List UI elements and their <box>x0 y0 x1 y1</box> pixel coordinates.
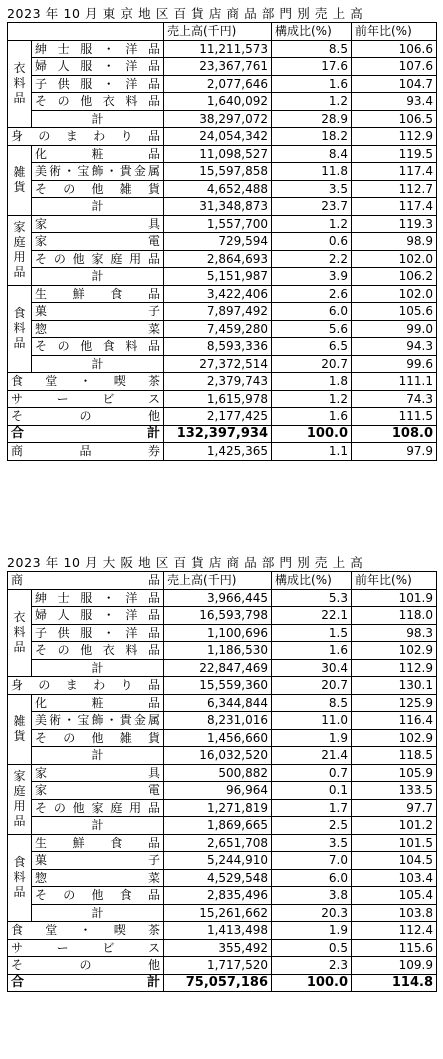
share-cell: 1.6 <box>272 642 352 660</box>
yoy-cell: 106.2 <box>352 268 437 286</box>
tokyo-title: 2023 年 10 月 東 京 地 区 百 貨 店 商 品 部 門 別 売 上 高 <box>7 6 364 21</box>
table-row <box>8 163 437 181</box>
subtotal-row <box>8 110 437 128</box>
item-name: 身のまわり品 <box>8 128 164 146</box>
yoy-cell: 94.3 <box>352 338 437 356</box>
share-cell: 3.5 <box>272 834 352 852</box>
yoy-cell: 133.5 <box>352 782 437 800</box>
table-row <box>8 834 437 852</box>
table-row <box>8 589 437 607</box>
share-cell: 18.2 <box>272 128 352 146</box>
share-cell: 100.0 <box>272 425 352 443</box>
dining-row <box>8 922 437 940</box>
yoy-cell: 99.6 <box>352 355 437 373</box>
dining-row <box>8 373 437 391</box>
other-row <box>8 408 437 426</box>
yoy-cell: 101.9 <box>352 589 437 607</box>
yoy-cell: 105.6 <box>352 303 437 321</box>
category-label: 雑 貨 <box>8 694 32 764</box>
item-name: その他衣料品 <box>32 93 164 111</box>
item-name: その他食品 <box>32 887 164 905</box>
category-label: 家 庭 用 品 <box>8 215 32 285</box>
table-row <box>8 607 437 625</box>
sales-cell: 5,151,987 <box>164 268 272 286</box>
item-name: 惣菜 <box>32 320 164 338</box>
header-row <box>8 572 437 590</box>
share-cell: 2.3 <box>272 957 352 975</box>
yoy-cell: 101.5 <box>352 834 437 852</box>
sales-cell: 11,211,573 <box>164 40 272 58</box>
yoy-cell: 118.5 <box>352 747 437 765</box>
item-name: 美術・宝飾・貴金属 <box>32 163 164 181</box>
sales-cell: 27,372,514 <box>164 355 272 373</box>
item-name: 身のまわり品 <box>8 677 164 695</box>
yoy-cell: 102.9 <box>352 642 437 660</box>
share-cell: 20.7 <box>272 355 352 373</box>
header-yoy: 前年比(%) <box>352 572 437 590</box>
tokyo-sales-table <box>7 22 437 461</box>
subtotal-label: 計 <box>32 110 164 128</box>
item-name: 化粧品 <box>32 694 164 712</box>
item-name: その他家庭用品 <box>32 799 164 817</box>
sales-cell: 16,032,520 <box>164 747 272 765</box>
item-name: 菓子 <box>32 303 164 321</box>
yoy-cell: 112.9 <box>352 659 437 677</box>
header-row <box>8 23 437 41</box>
yoy-cell: 102.9 <box>352 729 437 747</box>
table-row <box>8 250 437 268</box>
sales-cell: 4,529,548 <box>164 869 272 887</box>
sales-cell: 1,186,530 <box>164 642 272 660</box>
category-label: 雑 貨 <box>8 145 32 215</box>
share-cell: 1.2 <box>272 215 352 233</box>
item-name: 子供服・洋品 <box>32 75 164 93</box>
sales-cell: 15,559,360 <box>164 677 272 695</box>
share-cell: 8.5 <box>272 40 352 58</box>
sales-cell: 1,615,978 <box>164 390 272 408</box>
item-name: その他 <box>8 957 164 975</box>
sales-cell: 15,261,662 <box>164 904 272 922</box>
item-name: 子供服・洋品 <box>32 624 164 642</box>
item-name: その他雑貨 <box>32 180 164 198</box>
header-share: 構成比(%) <box>272 572 352 590</box>
subtotal-row <box>8 747 437 765</box>
item-name: その他食料品 <box>32 338 164 356</box>
share-cell: 100.0 <box>272 974 352 992</box>
other-row <box>8 957 437 975</box>
table-row <box>8 338 437 356</box>
share-cell: 1.2 <box>272 93 352 111</box>
sales-cell: 2,379,743 <box>164 373 272 391</box>
table-row <box>8 233 437 251</box>
sales-cell: 31,348,873 <box>164 198 272 216</box>
table-row <box>8 764 437 782</box>
item-name: 生鮮食品 <box>32 834 164 852</box>
share-cell: 7.0 <box>272 852 352 870</box>
share-cell: 1.8 <box>272 373 352 391</box>
yoy-cell: 115.6 <box>352 939 437 957</box>
table-row <box>8 869 437 887</box>
item-name: 家具 <box>32 764 164 782</box>
sales-cell: 132,397,934 <box>164 425 272 443</box>
sales-cell: 500,882 <box>164 764 272 782</box>
sales-cell: 1,413,498 <box>164 922 272 940</box>
sales-cell: 96,964 <box>164 782 272 800</box>
subtotal-row <box>8 817 437 835</box>
share-cell: 8.4 <box>272 145 352 163</box>
share-cell: 21.4 <box>272 747 352 765</box>
item-name: 婦人服・洋品 <box>32 607 164 625</box>
sales-cell: 729,594 <box>164 233 272 251</box>
item-name: 生鮮食品 <box>32 285 164 303</box>
service-row <box>8 939 437 957</box>
item-name: 家電 <box>32 233 164 251</box>
sales-cell: 38,297,072 <box>164 110 272 128</box>
category-label: 衣 料 品 <box>8 589 32 677</box>
yoy-cell: 117.4 <box>352 198 437 216</box>
item-name: 惣菜 <box>32 869 164 887</box>
yoy-cell: 112.4 <box>352 922 437 940</box>
item-name: 家具 <box>32 215 164 233</box>
item-name: 商品券 <box>8 443 164 461</box>
subtotal-row <box>8 904 437 922</box>
table-row <box>8 712 437 730</box>
share-cell: 20.7 <box>272 677 352 695</box>
table-row <box>8 303 437 321</box>
table-row <box>8 642 437 660</box>
share-cell: 1.1 <box>272 443 352 461</box>
table-row <box>8 145 437 163</box>
share-cell: 2.2 <box>272 250 352 268</box>
item-name: サービス <box>8 390 164 408</box>
yoy-cell: 111.5 <box>352 408 437 426</box>
sales-cell: 8,231,016 <box>164 712 272 730</box>
sales-cell: 3,966,445 <box>164 589 272 607</box>
share-cell: 6.0 <box>272 869 352 887</box>
sales-cell: 1,869,665 <box>164 817 272 835</box>
share-cell: 2.6 <box>272 285 352 303</box>
subtotal-row <box>8 659 437 677</box>
share-cell: 1.7 <box>272 799 352 817</box>
share-cell: 11.8 <box>272 163 352 181</box>
share-cell: 23.7 <box>272 198 352 216</box>
sales-cell: 2,077,646 <box>164 75 272 93</box>
sales-cell: 1,717,520 <box>164 957 272 975</box>
share-cell: 8.5 <box>272 694 352 712</box>
yoy-cell: 107.6 <box>352 58 437 76</box>
subtotal-label: 計 <box>32 268 164 286</box>
sales-cell: 4,652,488 <box>164 180 272 198</box>
subtotal-label: 計 <box>32 904 164 922</box>
sales-cell: 1,640,092 <box>164 93 272 111</box>
sales-cell: 6,344,844 <box>164 694 272 712</box>
sales-cell: 2,835,496 <box>164 887 272 905</box>
sales-cell: 3,422,406 <box>164 285 272 303</box>
item-name: 合計 <box>8 425 164 443</box>
header-category: 商品 <box>8 572 164 590</box>
sales-cell: 1,557,700 <box>164 215 272 233</box>
yoy-cell: 106.5 <box>352 110 437 128</box>
share-cell: 3.5 <box>272 180 352 198</box>
table-row <box>8 624 437 642</box>
sales-cell: 7,897,492 <box>164 303 272 321</box>
sales-cell: 1,271,819 <box>164 799 272 817</box>
table-row <box>8 320 437 338</box>
yoy-cell: 101.2 <box>352 817 437 835</box>
item-name: その他家庭用品 <box>32 250 164 268</box>
share-cell: 3.8 <box>272 887 352 905</box>
accessories-row <box>8 677 437 695</box>
header-sales: 売上高(千円) <box>164 572 272 590</box>
yoy-cell: 108.0 <box>352 425 437 443</box>
yoy-cell: 114.8 <box>352 974 437 992</box>
item-name: その他衣料品 <box>32 642 164 660</box>
category-label: 食 料 品 <box>8 285 32 373</box>
share-cell: 5.3 <box>272 589 352 607</box>
table-row <box>8 799 437 817</box>
yoy-cell: 111.1 <box>352 373 437 391</box>
yoy-cell: 119.3 <box>352 215 437 233</box>
sales-cell: 1,100,696 <box>164 624 272 642</box>
share-cell: 17.6 <box>272 58 352 76</box>
sales-cell: 15,597,858 <box>164 163 272 181</box>
sales-cell: 75,057,186 <box>164 974 272 992</box>
table-row <box>8 93 437 111</box>
osaka-sales-table <box>7 571 437 992</box>
item-name: その他 <box>8 408 164 426</box>
service-row <box>8 390 437 408</box>
sales-cell: 355,492 <box>164 939 272 957</box>
sales-cell: 11,098,527 <box>164 145 272 163</box>
subtotal-label: 計 <box>32 355 164 373</box>
share-cell: 30.4 <box>272 659 352 677</box>
yoy-cell: 109.9 <box>352 957 437 975</box>
sales-cell: 7,459,280 <box>164 320 272 338</box>
table-row <box>8 285 437 303</box>
share-cell: 1.6 <box>272 408 352 426</box>
sales-cell: 24,054,342 <box>164 128 272 146</box>
sales-cell: 23,367,761 <box>164 58 272 76</box>
item-name: 化粧品 <box>32 145 164 163</box>
share-cell: 1.9 <box>272 922 352 940</box>
item-name: 紳士服・洋品 <box>32 589 164 607</box>
yoy-cell: 98.3 <box>352 624 437 642</box>
yoy-cell: 103.4 <box>352 869 437 887</box>
table-row <box>8 782 437 800</box>
item-name: 食堂・喫茶 <box>8 373 164 391</box>
yoy-cell: 97.7 <box>352 799 437 817</box>
yoy-cell: 125.9 <box>352 694 437 712</box>
share-cell: 2.5 <box>272 817 352 835</box>
share-cell: 0.1 <box>272 782 352 800</box>
sales-cell: 5,244,910 <box>164 852 272 870</box>
yoy-cell: 105.9 <box>352 764 437 782</box>
subtotal-label: 計 <box>32 659 164 677</box>
total-row <box>8 974 437 992</box>
yoy-cell: 119.5 <box>352 145 437 163</box>
sales-cell: 2,177,425 <box>164 408 272 426</box>
table-row <box>8 58 437 76</box>
share-cell: 22.1 <box>272 607 352 625</box>
voucher-row <box>8 443 437 461</box>
item-name: 家電 <box>32 782 164 800</box>
header-share: 構成比(%) <box>272 23 352 41</box>
header-yoy: 前年比(%) <box>352 23 437 41</box>
accessories-row <box>8 128 437 146</box>
category-label: 食 料 品 <box>8 834 32 922</box>
yoy-cell: 98.9 <box>352 233 437 251</box>
share-cell: 1.9 <box>272 729 352 747</box>
yoy-cell: 103.8 <box>352 904 437 922</box>
table-row <box>8 852 437 870</box>
sales-cell: 2,864,693 <box>164 250 272 268</box>
yoy-cell: 99.0 <box>352 320 437 338</box>
table-row <box>8 694 437 712</box>
share-cell: 11.0 <box>272 712 352 730</box>
item-name: サービス <box>8 939 164 957</box>
yoy-cell: 74.3 <box>352 390 437 408</box>
yoy-cell: 130.1 <box>352 677 437 695</box>
share-cell: 0.6 <box>272 233 352 251</box>
yoy-cell: 93.4 <box>352 93 437 111</box>
yoy-cell: 105.4 <box>352 887 437 905</box>
yoy-cell: 102.0 <box>352 250 437 268</box>
share-cell: 1.2 <box>272 390 352 408</box>
yoy-cell: 116.4 <box>352 712 437 730</box>
total-row <box>8 425 437 443</box>
share-cell: 1.5 <box>272 624 352 642</box>
category-label: 衣 料 品 <box>8 40 32 128</box>
subtotal-row <box>8 355 437 373</box>
share-cell: 6.0 <box>272 303 352 321</box>
sales-cell: 16,593,798 <box>164 607 272 625</box>
share-cell: 0.5 <box>272 939 352 957</box>
share-cell: 0.7 <box>272 764 352 782</box>
share-cell: 6.5 <box>272 338 352 356</box>
table-row <box>8 75 437 93</box>
share-cell: 1.6 <box>272 75 352 93</box>
yoy-cell: 112.7 <box>352 180 437 198</box>
share-cell: 20.3 <box>272 904 352 922</box>
table-row <box>8 729 437 747</box>
sales-cell: 2,651,708 <box>164 834 272 852</box>
yoy-cell: 102.0 <box>352 285 437 303</box>
yoy-cell: 118.0 <box>352 607 437 625</box>
table-row <box>8 887 437 905</box>
subtotal-label: 計 <box>32 747 164 765</box>
sales-cell: 1,425,365 <box>164 443 272 461</box>
table-row <box>8 215 437 233</box>
yoy-cell: 104.7 <box>352 75 437 93</box>
yoy-cell: 106.6 <box>352 40 437 58</box>
table-row <box>8 40 437 58</box>
subtotal-label: 計 <box>32 198 164 216</box>
sales-cell: 22,847,469 <box>164 659 272 677</box>
yoy-cell: 117.4 <box>352 163 437 181</box>
yoy-cell: 104.5 <box>352 852 437 870</box>
item-name: 婦人服・洋品 <box>32 58 164 76</box>
share-cell: 5.6 <box>272 320 352 338</box>
sales-cell: 1,456,660 <box>164 729 272 747</box>
yoy-cell: 112.9 <box>352 128 437 146</box>
item-name: 食堂・喫茶 <box>8 922 164 940</box>
osaka-title: 2023 年 10 月 大 阪 地 区 百 貨 店 商 品 部 門 別 売 上 高 <box>7 555 364 570</box>
subtotal-label: 計 <box>32 817 164 835</box>
subtotal-row <box>8 268 437 286</box>
share-cell: 28.9 <box>272 110 352 128</box>
header-category <box>8 23 164 41</box>
item-name: 美術・宝飾・貴金属 <box>32 712 164 730</box>
header-sales: 売上高(千円) <box>164 23 272 41</box>
item-name: 菓子 <box>32 852 164 870</box>
yoy-cell: 97.9 <box>352 443 437 461</box>
subtotal-row <box>8 198 437 216</box>
item-name: その他雑貨 <box>32 729 164 747</box>
category-label: 家 庭 用 品 <box>8 764 32 834</box>
share-cell: 3.9 <box>272 268 352 286</box>
item-name: 紳士服・洋品 <box>32 40 164 58</box>
sales-cell: 8,593,336 <box>164 338 272 356</box>
item-name: 合計 <box>8 974 164 992</box>
table-row <box>8 180 437 198</box>
